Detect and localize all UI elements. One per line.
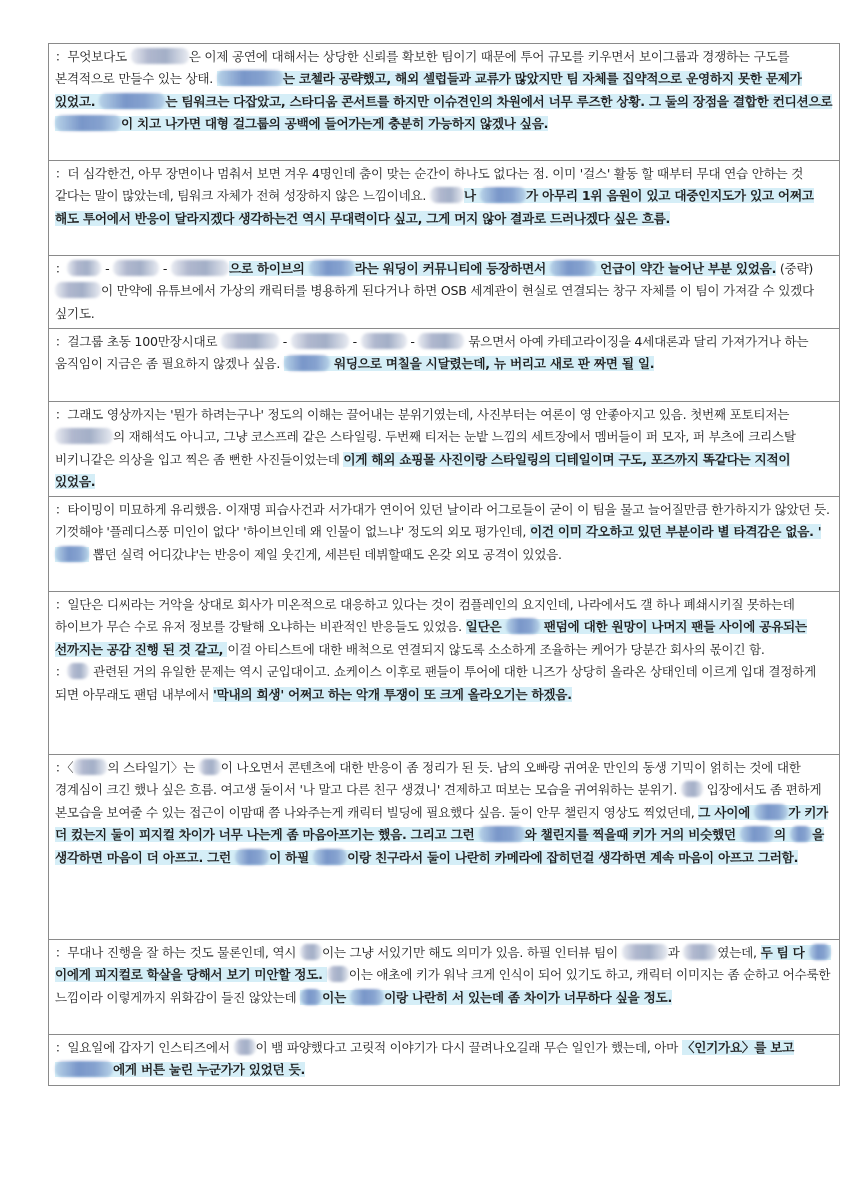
- highlighted-text: 〈인기가요〉를 보고: [681, 1040, 795, 1055]
- redacted-name: [199, 759, 221, 775]
- body-text: 묶으면서 아예 카테고라이징을 4세대론과 달리 가져가거나 하는 움직임이 지금은 좀 필요하지 않겠나 싶음.: [55, 334, 809, 372]
- highlighted-text: 는 코첼라 공략했고, 해외 셀럽들과 교류가 많았지만 팀 자체를 집약적으로 운영하지 못한 문제가 있었고.: [55, 71, 802, 109]
- highlighted-text: 두 팀 다: [760, 945, 809, 960]
- table-row: [49, 497, 840, 592]
- body-text: ：: [55, 261, 68, 276]
- highlighted-text: 언급이 약간 늘어난 부분 있었음.: [596, 261, 777, 276]
- redacted-name: [221, 333, 279, 349]
- body-text: 의 스타일기〉는: [107, 760, 199, 775]
- redacted-name: [754, 804, 788, 820]
- highlighted-text: 이 치고 나가면 대형 걸그룹의 공백에 들어가는게 충분히 가능하지 않겠나 싶음.: [121, 116, 549, 132]
- body-text: ：〈: [55, 760, 74, 775]
- body-text: ：걸그룹 초동 100만장시대로: [55, 334, 222, 349]
- redacted-name: [418, 333, 464, 349]
- table-row: [49, 161, 840, 256]
- redacted-name: [67, 260, 101, 276]
- body-text: -: [279, 334, 291, 349]
- highlighted-text: 이는: [322, 989, 351, 1005]
- redacted-name: [809, 944, 831, 960]
- redacted-name: [740, 826, 774, 842]
- redacted-name: [327, 966, 349, 982]
- body-text: ：일요일에 갑자기 인스티즈에서: [55, 1040, 234, 1055]
- highlighted-text: 와 챌린지를 찍을때 키가 거의 비슷했던: [524, 827, 740, 843]
- highlighted-text: 그 사이에: [698, 804, 755, 820]
- table-cell: [49, 1035, 840, 1086]
- body-text: 뽑던 실력 어디갔냐'는 반응이 제일 웃긴게, 세븐틴 데뷔할때도 온갖 외모 공격이 있었음.: [89, 546, 562, 562]
- article-table: [48, 43, 840, 1086]
- redacted-name: [300, 944, 322, 960]
- highlighted-text: '막내의 희생' 어쩌고 하는 악개 투쟁이 또 크게 올라오기는 하겠음.: [213, 686, 572, 702]
- highlighted-text: 이게 해외 쇼핑몰 사진이랑 스타일링의 디테일이며 구도, 포즈까지 똑같다는 지적이 있었음.: [55, 451, 791, 490]
- redacted-name: [284, 355, 330, 371]
- redacted-name: [131, 48, 189, 64]
- table-cell: [49, 329, 840, 402]
- highlighted-text: 에게 버튼 눌린 누군가가 있었던 듯.: [113, 1062, 306, 1078]
- redacted-name: [681, 781, 703, 797]
- body-text: 이걸 아티스트에 대한 배척으로 연결되지 않도록 소소하게 조율하는 케어가 당분간 회사의 몫이긴 함.: [227, 641, 765, 657]
- highlighted-text: 으로 하이브의: [228, 261, 309, 276]
- redacted-name: [790, 826, 812, 842]
- highlighted-text: 의: [774, 827, 791, 843]
- table-row: [49, 44, 840, 161]
- redacted-name: [430, 187, 464, 203]
- body-text: -: [348, 334, 361, 349]
- body-text: -: [101, 261, 114, 276]
- body-text: 였는데,: [717, 945, 761, 960]
- redacted-name: [313, 849, 347, 865]
- table-cell: [49, 497, 840, 592]
- redacted-name: [291, 333, 349, 349]
- redacted-name: [479, 826, 525, 842]
- table-cell: [49, 44, 840, 161]
- table-row: [49, 940, 840, 1035]
- table-cell: [49, 256, 840, 329]
- body-text: -: [159, 261, 171, 276]
- redacted-name: [235, 849, 269, 865]
- body-text: ：그래도 영상까지는 '뭔가 하려는구나' 정도의 이해는 끌어내는 분위기였는데, 사진부터는 여론이 영 안좋아지고 있음. 첫번째 포토티저는: [55, 407, 790, 422]
- table-row: [49, 592, 840, 755]
- redacted-name: [171, 260, 229, 276]
- highlighted-text: 을 생각하면 마음이 더 아프고. 그런: [55, 827, 824, 865]
- highlighted-text: 라는 워딩이 커뮤니티에 등장하면서: [354, 261, 551, 276]
- redacted-name: [73, 759, 107, 775]
- body-text: 이는 그냥 서있기만 해도 의미가 있음. 하필 인터뷰 팀이: [321, 945, 622, 960]
- redacted-name: [350, 989, 384, 1005]
- body-text: ：무엇보다도: [55, 49, 131, 64]
- highlighted-text: 워딩으로 며칠을 시달렸는데, 뉴 버리고 새로 판 짜면 될 일.: [329, 356, 655, 372]
- redacted-name: [113, 260, 159, 276]
- highlighted-text: 팬덤에 대한 원망이 나머지 팬들 사이에 공유되는 선까지는 공감 진행 된 것 같고,: [55, 619, 807, 657]
- table-row: [49, 329, 840, 402]
- redacted-name: [506, 618, 540, 634]
- body-text: ：더 심각한건, 아무 장면이나 멈춰서 보면 겨우 4명인데 춤이 맞는 순간이 하나도 없다는 점. 이미 '걸스' 활동 할 때부터 무대 연습 안하는 것 같다는 말이 많았는데, 팀워크 자체가 전혀 성장하지 않은 느낌이네요.: [55, 166, 804, 204]
- redacted-name: [480, 187, 526, 203]
- redacted-name: [234, 1039, 256, 1055]
- redacted-name: [55, 1061, 113, 1077]
- body-text: 의 재해석도 아니고, 그냥 코스프레 같은 스타일링. 두번째 티저는 눈밭 느낌의 세트장에서 멤버들이 퍼 모자, 퍼 부츠에 크리스탈 비키니같은 의상을 입고 찍은 좀 뻔한 사진들이었는데: [55, 429, 796, 467]
- redacted-name: [67, 663, 89, 679]
- highlighted-text: 가 아무리 1위 음원이 있고 대중인지도가 있고 어쩌고 해도 투어에서 반응이 달라지겠다 생각하는건 역시 무대력이다 싶고, 그게 머지 않아 결과로 드러나겠다 싶은 흐름.: [55, 188, 814, 226]
- table-cell: [49, 940, 840, 1035]
- highlighted-text: 는 팀워크는 다잡았고, 스타디움 콘서트를 하지만 이슈견인의 차원에서 너무 루즈한 상황. 그 둘의 장점을 결합한 컨디션으로: [165, 93, 833, 109]
- highlighted-text: 이에게 피지컬로 학살을 당해서 보기 미안할 정도.: [55, 967, 327, 983]
- body-text: ：: [55, 664, 68, 680]
- body-text: 과: [667, 945, 684, 960]
- redacted-name: [309, 260, 355, 276]
- highlighted-text: 이건 이미 각오하고 있던 부분이라 별 타격감은 없음.: [529, 524, 818, 540]
- highlighted-text: 일단은: [465, 619, 506, 635]
- redacted-name: [622, 944, 668, 960]
- body-text: 은 이제 공연에 대해서는 상당한 신뢰를 확보한 팀이기 때문에 투어 규모를 키우면서 보이그룹과 경쟁하는 구도를 본격적으로 만들수 있는 상태.: [55, 49, 790, 87]
- redacted-name: [99, 93, 165, 109]
- body-text: 이 만약에 유튜브에서 가상의 캐릭터를 병용하게 된다거나 하면 OSB 세계관이 현실로 연결되는 창구 자체를 이 팀이 가져갈 수 있겠다 싶기도.: [55, 283, 814, 321]
- table-cell: [49, 592, 840, 755]
- table-row: [49, 402, 840, 497]
- redacted-name: [55, 282, 101, 298]
- table-row: [49, 755, 840, 940]
- redacted-name: [300, 989, 322, 1005]
- highlighted-text: 이 하필: [269, 849, 314, 865]
- body-text: 관련된 거의 유일한 문제는 역시 군입대이고. 쇼케이스 이후로 팬들이 투어에 대한 니즈가 상당히 올라온 상태인데 이르게 입대 결정하게 되면 아무래도 팬덤 내부에서: [55, 664, 817, 702]
- body-text: -: [406, 334, 419, 349]
- body-text: ：무대나 진행을 잘 하는 것도 물론인데, 역시: [55, 945, 300, 960]
- redacted-name: [361, 333, 407, 349]
- redacted-name: [55, 115, 121, 131]
- highlighted-text: 이랑 친구라서 둘이 나란히 카메라에 잡히던걸 생각하면 계속 마음이 아프고 그러함.: [347, 849, 799, 865]
- redacted-name: [55, 428, 113, 444]
- highlighted-text: ': [817, 524, 822, 540]
- redacted-name: [550, 260, 596, 276]
- highlighted-text: 나: [463, 188, 480, 204]
- redacted-name: [55, 546, 89, 562]
- highlighted-text: 가 키가 더 컸는지 둘이 피지컬 차이가 너무 나는게 좀 마음아프기는 했음. 그리고 그런: [55, 804, 829, 843]
- body-text: 이 나오면서 콘텐츠에 대한 반응이 좀 정리가 된 듯. 남의 오빠랑 귀여운 만인의 동생 기믹이 얽히는 것에 대한 경계심이 크긴 했나 싶은 흐름. 여고생 둘이서 '나 말고 다른 친구 생겼니' 견제하고 떠보는 모습을 귀여워하는 분위기.: [55, 760, 801, 798]
- redacted-name: [217, 70, 283, 86]
- body-text: ：일단은 디씨라는 거악을 상대로 회사가 미온적으로 대응하고 있다는 것이 컴플레인의 요지인데, 나라에서도 갤 하나 폐쇄시키질 못하는데 하이브가 무슨 수로 유저 정보를 강탈해 오냐하는 비관적인 반응들도 있었음.: [55, 597, 795, 635]
- body-text: 입장에서도 좀 편하게 본모습을 보여줄 수 있는 접근이 이맘때 쯤 나와주는게 캐릭터 빌딩에 필요했다 싶음. 둘이 안무 챌린지 영상도 찍었던데,: [55, 782, 822, 820]
- body-text: 이는 애초에 키가 워낙 크게 인식이 되어 있기도 하고, 캐릭터 이미지는 좀 순하고 어수룩한 느낌이라 이렇게까지 위화감이 들진 않았는데: [55, 967, 831, 1005]
- body-text: ：타이밍이 미묘하게 유리했음. 이재명 피습사건과 서가대가 연이어 있던 날이라 어그로들이 굳이 이 팀을 물고 늘어질만큼 한가하지가 않았던 듯. 기껏해야 '플레디스풍 미인이 없다' '하이브인데 왜 인물이 없느냐' 정도의 외모 평가인데,: [55, 502, 830, 540]
- table-cell: [49, 755, 840, 940]
- redacted-name: [683, 944, 717, 960]
- table-cell: [49, 161, 840, 256]
- body-text: (중략): [776, 261, 814, 276]
- table-row: [49, 1035, 840, 1086]
- body-text: 이 뱀 파양했다고 고릿적 이야기가 다시 끌려나오길래 무슨 일인가 했는데, 아마: [255, 1040, 682, 1055]
- table-row: [49, 256, 840, 329]
- highlighted-text: 이랑 나란히 서 있는데 좀 차이가 너무하다 싶을 정도.: [384, 989, 672, 1005]
- table-cell: [49, 402, 840, 497]
